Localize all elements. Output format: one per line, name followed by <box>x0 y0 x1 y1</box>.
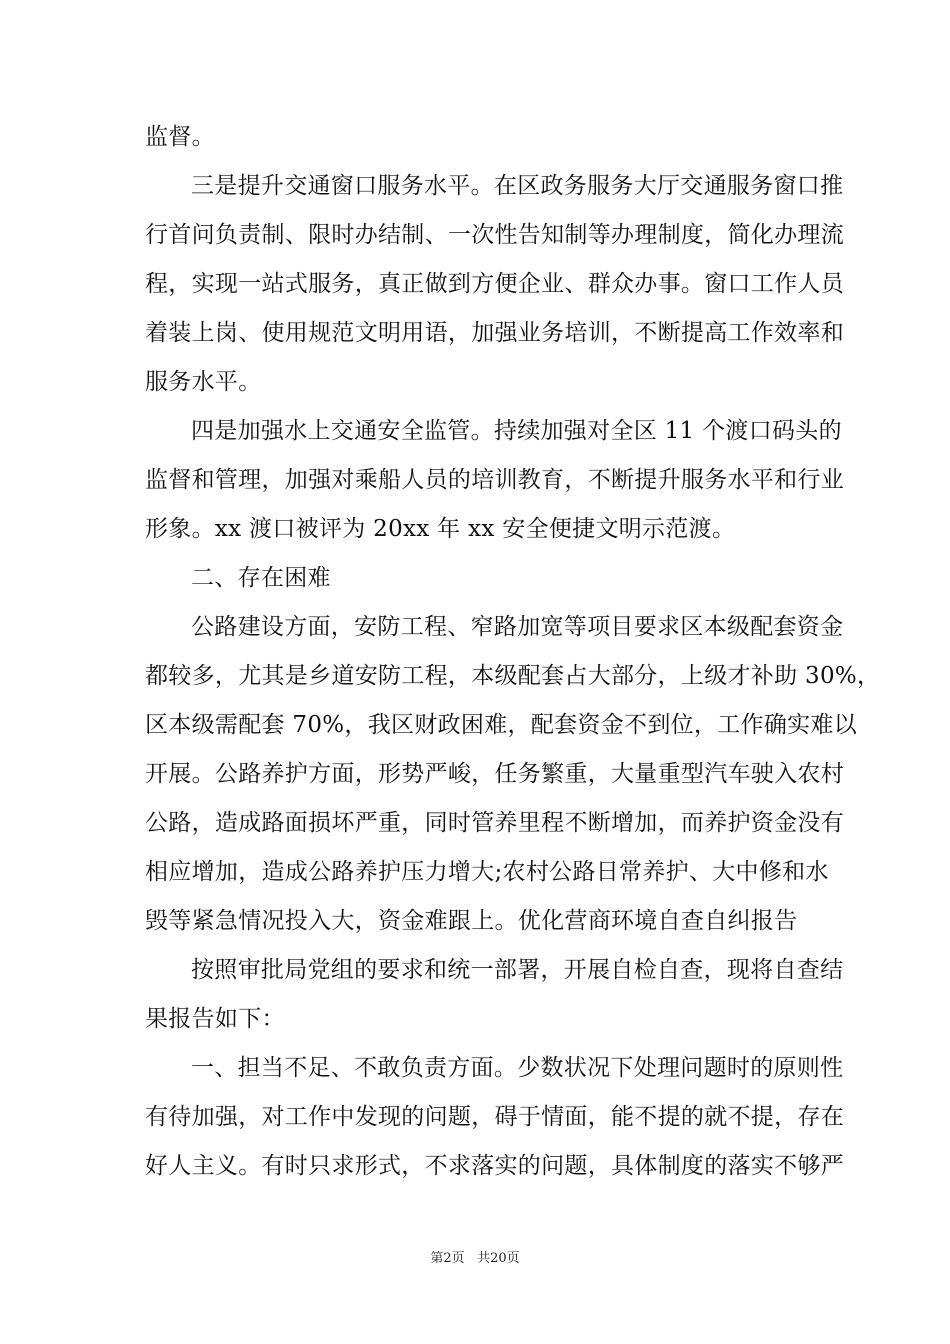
text-line: 果报告如下： <box>145 1006 285 1032</box>
paragraph <box>145 946 844 1044</box>
text-line: 监督和管理，加强对乘船人员的培训教育，不断提升服务水平和行业 <box>145 467 844 493</box>
text-line: 二、存在困难 <box>191 565 331 591</box>
text-line: 着装上岗、使用规范文明用语，加强业务培训，不断提高工作效率和 <box>145 320 844 346</box>
text-line: 公路，造成路面损坏严重，同时管养里程不断增加，而养护资金没有 <box>145 810 844 836</box>
footer-separator <box>465 1251 477 1266</box>
text-line: 开展。公路养护方面，形势严峻，任务繁重，大量重型汽车驶入农村 <box>145 761 844 787</box>
text-line: 都较多，尤其是乡道安防工程，本级配套占大部分，上级才补助 30%， <box>145 663 881 689</box>
text-line: 三是提升交通窗口服务水平。在区政务服务大厅交通服务窗口推 <box>191 173 844 199</box>
text-line: 按照审批局党组的要求和统一部署，开展自检自查，现将自查结 <box>191 957 844 983</box>
text-line: 一、担当不足、不敢负责方面。少数状况下处理问题时的原则性 <box>191 1055 844 1081</box>
text-line: 四是加强水上交通安全监管。持续加强对全区 11 个渡口码头的 <box>191 418 842 444</box>
paragraph <box>145 113 810 162</box>
text-line: 毁等紧急情况投入大，资金难跟上。优化营商环境自查自纠报告 <box>145 908 798 934</box>
paragraph <box>145 407 844 554</box>
paragraph <box>145 554 810 603</box>
text-line: 相应增加，造成公路养护压力增大;农村公路日常养护、大中修和水 <box>145 859 829 885</box>
paragraph <box>145 1044 844 1191</box>
page-footer <box>0 1247 950 1266</box>
text-line: 监督。 <box>145 124 215 150</box>
paragraph <box>145 162 844 407</box>
text-line: 公路建设方面，安防工程、窄路加宽等项目要求区本级配套资金 <box>191 614 844 640</box>
text-line: 区本级需配套 70%，我区财政困难，配套资金不到位，工作确实难以 <box>145 712 858 738</box>
document-body <box>145 113 881 1191</box>
page-number: 第2页 <box>430 1251 465 1266</box>
text-line: 有待加强，对工作中发现的问题，碍于情面，能不提的就不提，存在 <box>145 1104 844 1130</box>
text-line: 形象。xx 渡口被评为 20xx 年 xx 安全便捷文明示范渡。 <box>145 516 736 542</box>
text-line: 服务水平。 <box>145 369 262 395</box>
paragraph <box>145 603 881 946</box>
text-line: 好人主义。有时只求形式，不求落实的问题，具体制度的落实不够严 <box>145 1153 844 1179</box>
text-line: 行首问负责制、限时办结制、一次性告知制等办理制度，简化办理流 <box>145 222 844 248</box>
text-line: 程，实现一站式服务，真正做到方便企业、群众办事。窗口工作人员 <box>145 271 844 297</box>
page-total: 共20页 <box>477 1251 520 1266</box>
